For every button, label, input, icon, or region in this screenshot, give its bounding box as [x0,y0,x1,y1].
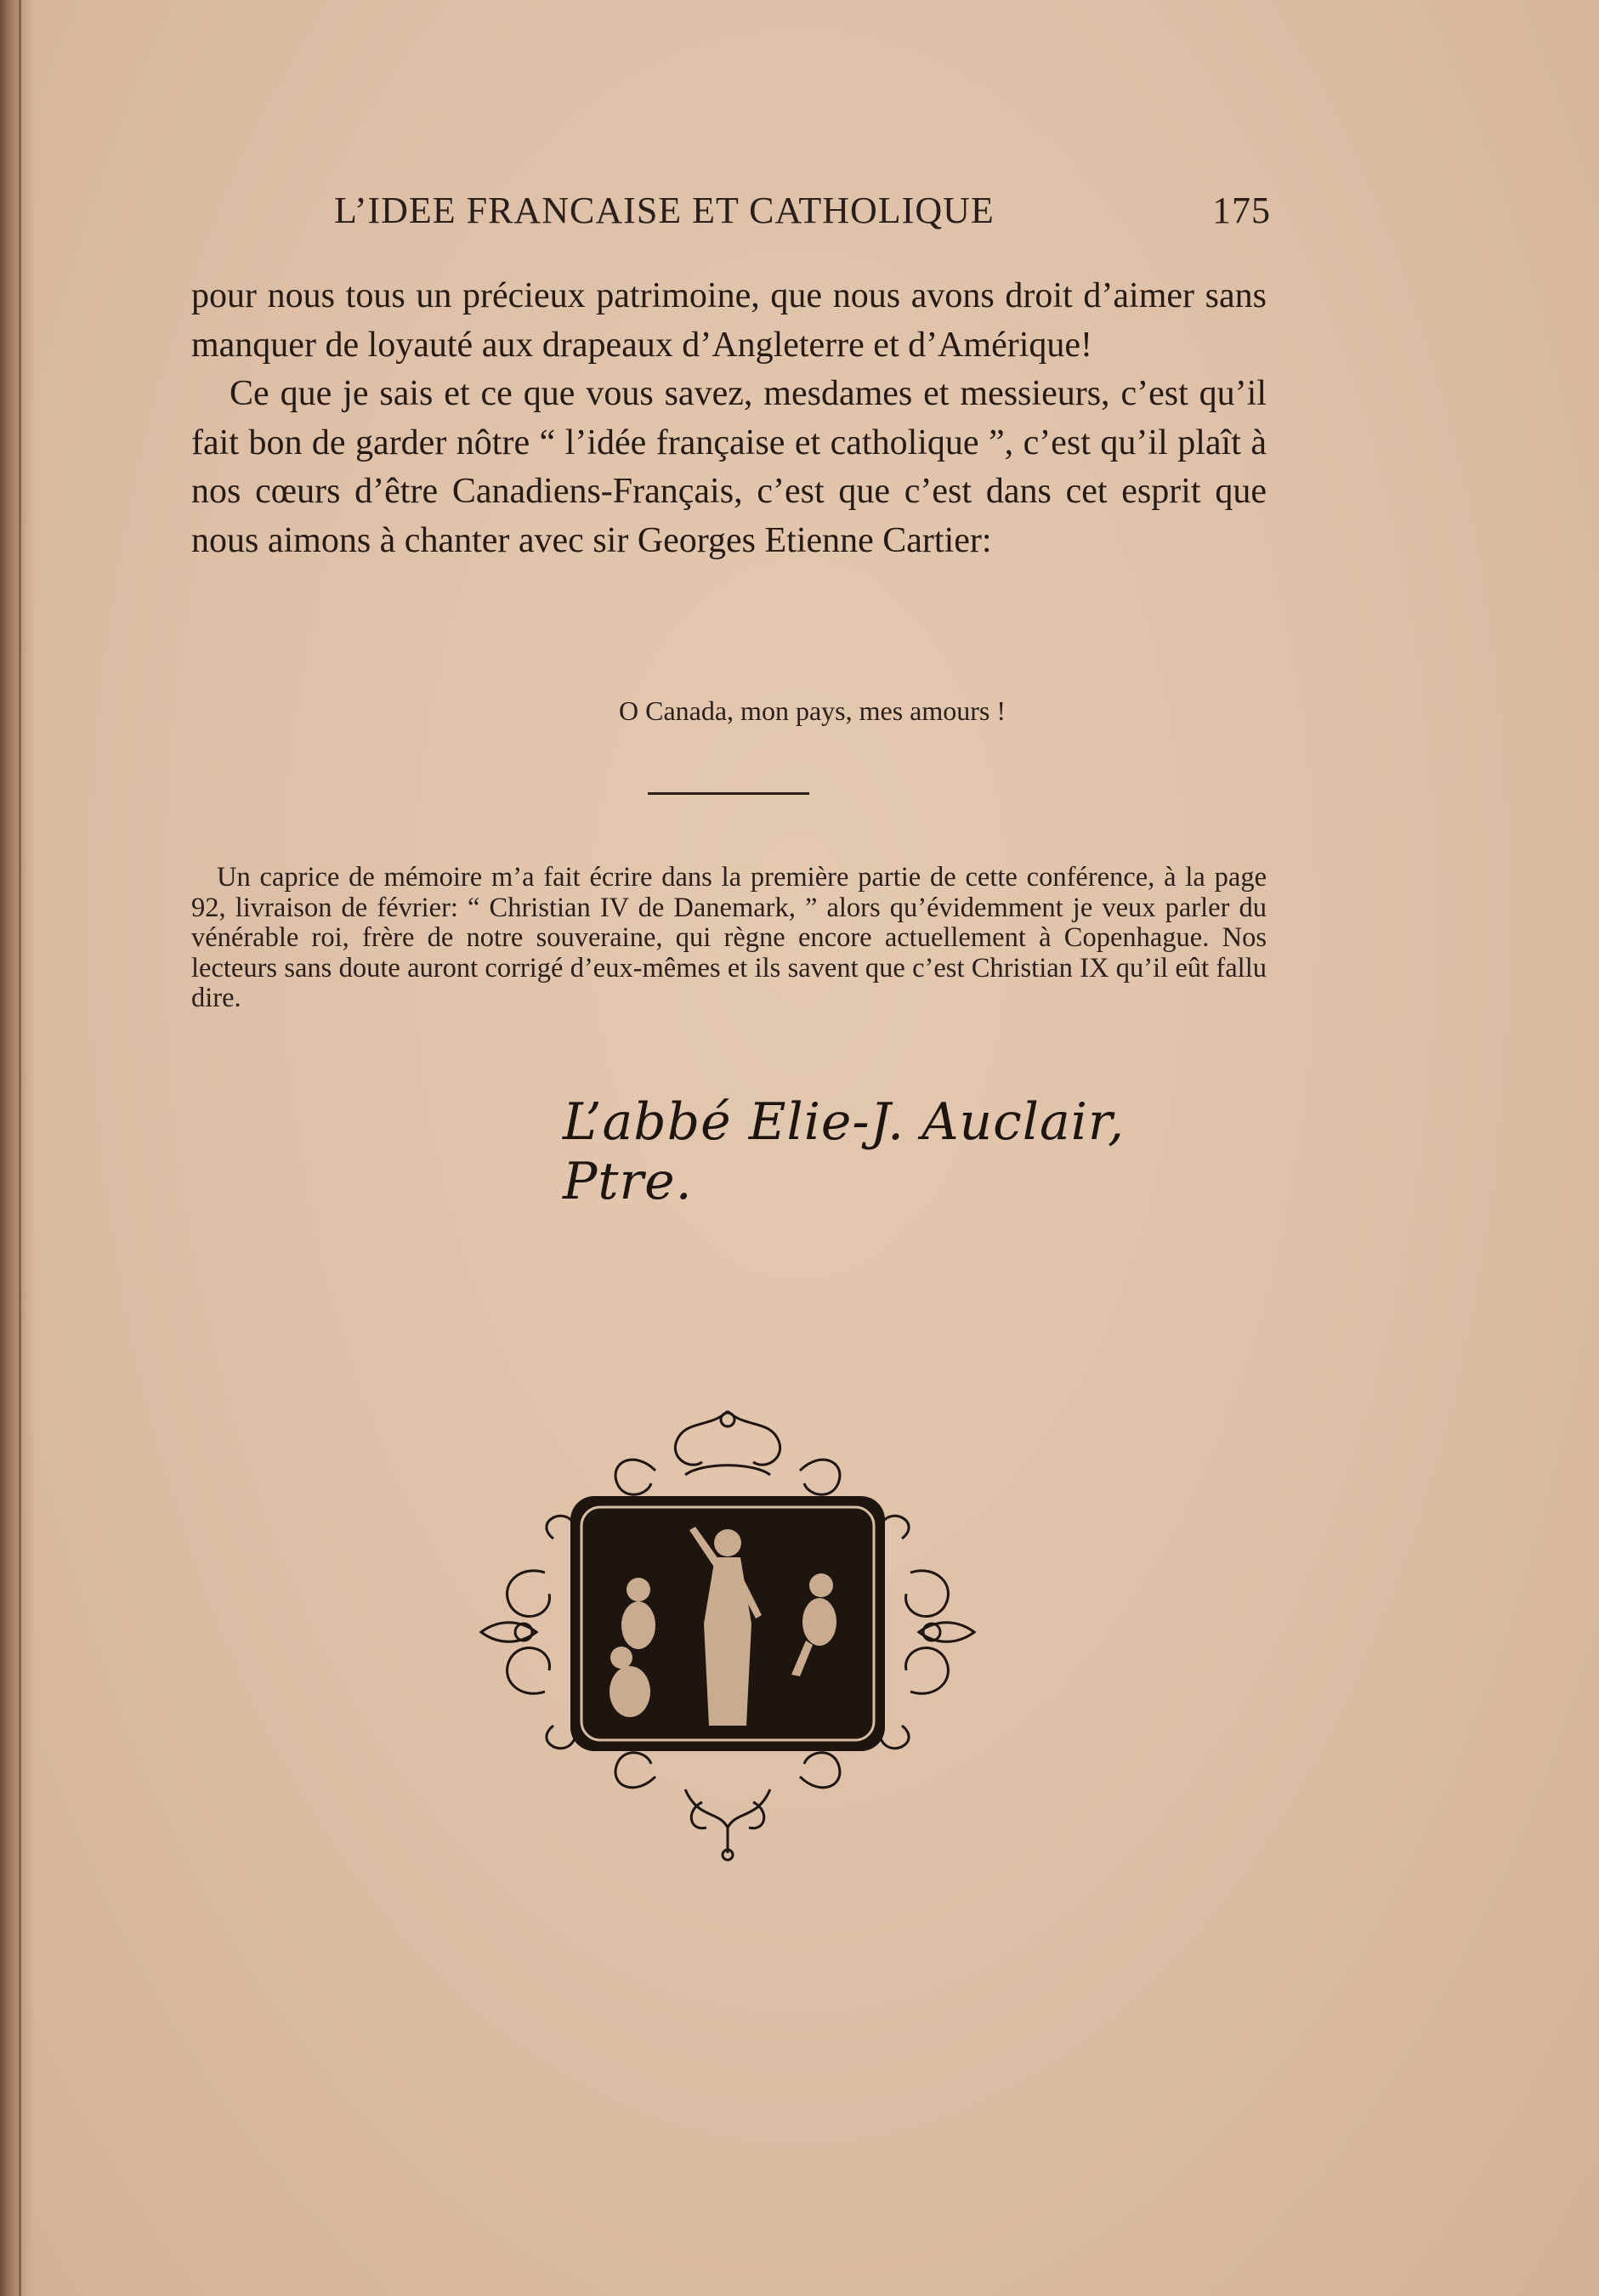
correction-note [191,863,1267,1014]
binding-edge [19,0,21,2296]
paragraph-2: Ce que je sais et ce que vous savez, mesdames et messieurs, c’est qu’il fait bon de garder nôtre “ l’idée française et catholique ”, c’est qu’il plaît à nos cœurs d’être Canadiens-Français, c’est que c’est dans cet esprit que nous aimons à chanter avec sir Georges Etienne Cartier: [191,374,1267,560]
verse-quote: O Canada, mon pays, mes amours ! [618,695,1006,726]
section-rule [648,792,809,795]
binding-gutter [0,0,36,2296]
author-signature: L’abbé Elie-J. Auclair, Ptre. [563,1092,1126,1211]
page-number: 175 [1212,190,1271,231]
body-text [191,272,1267,565]
running-head-title: L’IDEE FRANCAISE ET CATHOLIQUE [334,190,995,231]
running-head [191,189,1271,240]
paragraph-1: pour nous tous un précieux patrimoine, que nous avons droit d’aimer sans manquer de loyauté aux drapeaux d’Angleterre et d’Amérique! [191,276,1267,365]
ornamental-vignette [473,1403,983,1862]
correction-note-text: Un caprice de mémoire m’a fait écrire dans la première partie de cette conférence, à la page 92, livraison de février: “ Christian IV de Danemark, ” alors qu’évidemment je veux parler du vénérable roi, frère de notre souveraine, qui règne encore actuellement à Copenhague. Nos lecteurs sans doute auront corrigé d’eux-mêmes et ils savent que c’est Christian IX qu’il eût fallu dire. [191,862,1267,1013]
